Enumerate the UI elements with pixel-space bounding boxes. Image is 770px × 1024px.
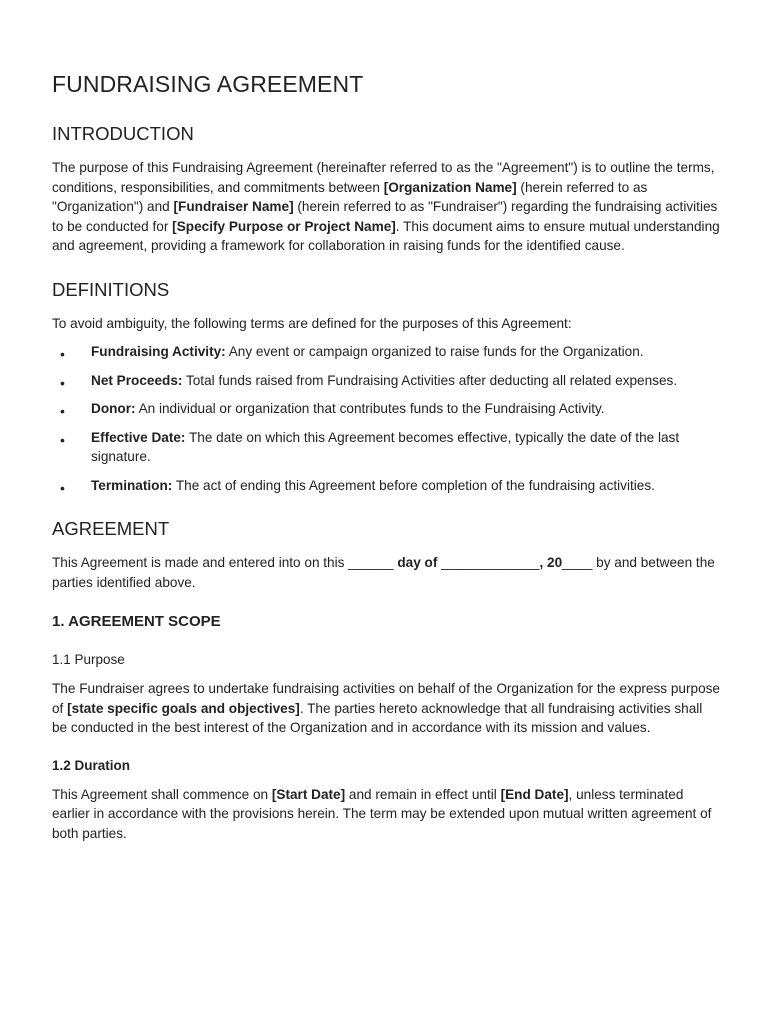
definition-item xyxy=(52,428,720,467)
definitions-intro: To avoid ambiguity, the following terms are defined for the purposes of this Agreement: xyxy=(52,315,572,331)
bullet-icon: • xyxy=(60,479,65,496)
bullet-icon: • xyxy=(60,403,65,419)
introduction-text-4: . This document aims to ensure mutual understanding and agreement, providing a framework for collaboration in raising funds for the identified cause. xyxy=(52,218,720,253)
definition-text: Any event or campaign organized to raise funds for the Organization. xyxy=(225,344,644,359)
definition-item xyxy=(52,371,720,391)
agreement-month-blank: _____________ xyxy=(437,555,540,570)
definition-term: Effective Date: xyxy=(91,429,186,445)
goals-placeholder: [state specific goals and objectives] xyxy=(67,700,300,716)
agreement-paragraph xyxy=(52,553,720,592)
definition-term: Termination: xyxy=(91,477,173,493)
introduction-heading: INTRODUCTION xyxy=(52,123,194,144)
purpose-placeholder: [Specify Purpose or Project Name] xyxy=(172,218,396,234)
end-date-placeholder: [End Date] xyxy=(500,786,569,802)
start-date-placeholder: [Start Date] xyxy=(271,786,346,802)
introduction-paragraph xyxy=(52,158,720,256)
definition-item xyxy=(52,399,720,419)
introduction-text-3: (herein referred to as "Fundraiser") regarding the fundraising activities to be conducted for xyxy=(52,199,718,234)
agreement-year-prefix: , 20 xyxy=(539,555,563,570)
definitions-list xyxy=(52,342,720,495)
agreement-heading: AGREEMENT xyxy=(52,518,170,539)
definition-term: Net Proceeds: xyxy=(91,372,183,388)
bullet-icon: • xyxy=(60,431,65,448)
agreement-scope-heading: 1. AGREEMENT SCOPE xyxy=(52,613,221,630)
fundraiser-name-placeholder: [Fundraiser Name] xyxy=(173,199,294,214)
duration-text-1: This Agreement shall commence on xyxy=(52,786,272,802)
purpose-paragraph xyxy=(52,679,720,738)
organization-name-placeholder: [Organization Name] xyxy=(383,179,517,195)
document-page xyxy=(52,68,720,843)
definition-text: Total funds raised from Fundraising Activities after deducting all related expenses. xyxy=(182,372,678,388)
agreement-text-3: ____ by and between the parties identified above. xyxy=(52,555,715,590)
definition-text: The act of ending this Agreement before completion of the fundraising activities. xyxy=(172,477,655,493)
introduction-text-1: The purpose of this Fundraising Agreement (hereinafter referred to as the "Agreement") is to outline the terms, conditions, responsibilities, and commitments between xyxy=(52,160,715,195)
agreement-text-1: This Agreement is made and entered into on this ______ xyxy=(52,555,398,570)
definition-term: Fundraising Activity: xyxy=(91,344,226,359)
purpose-text-1: The Fundraiser agrees to undertake fundraising activities on behalf of the Organization for the express purpose of xyxy=(52,681,720,716)
duration-text-3: , unless terminated earlier in accordance with the provisions herein. The term may be extended upon mutual written agreement of both parties. xyxy=(52,786,712,841)
purpose-text-2: . The parties hereto acknowledge that all fundraising activities shall be conducted in the best interest of the Organization and in accordance with its mission and values. xyxy=(52,700,703,735)
definition-text: The date on which this Agreement becomes effective, typically the date of the last signature. xyxy=(91,429,680,464)
definition-text: An individual or organization that contributes funds to the Fundraising Activity. xyxy=(135,401,605,416)
agreement-day-of: day of xyxy=(397,555,438,570)
definition-term: Donor: xyxy=(91,401,136,416)
duration-paragraph xyxy=(52,785,720,844)
bullet-icon: • xyxy=(60,346,65,362)
bullet-icon: • xyxy=(60,374,65,391)
definition-item xyxy=(52,476,720,496)
definitions-heading: DEFINITIONS xyxy=(52,278,170,300)
introduction-text-2: (herein referred to as "Organization") and xyxy=(52,179,648,214)
duration-text-2: and remain in effect until xyxy=(345,786,501,802)
document-title: FUNDRAISING AGREEMENT xyxy=(52,71,364,97)
duration-heading: 1.2 Duration xyxy=(52,757,131,773)
purpose-heading: 1.1 Purpose xyxy=(52,652,125,667)
definition-item xyxy=(52,342,720,362)
